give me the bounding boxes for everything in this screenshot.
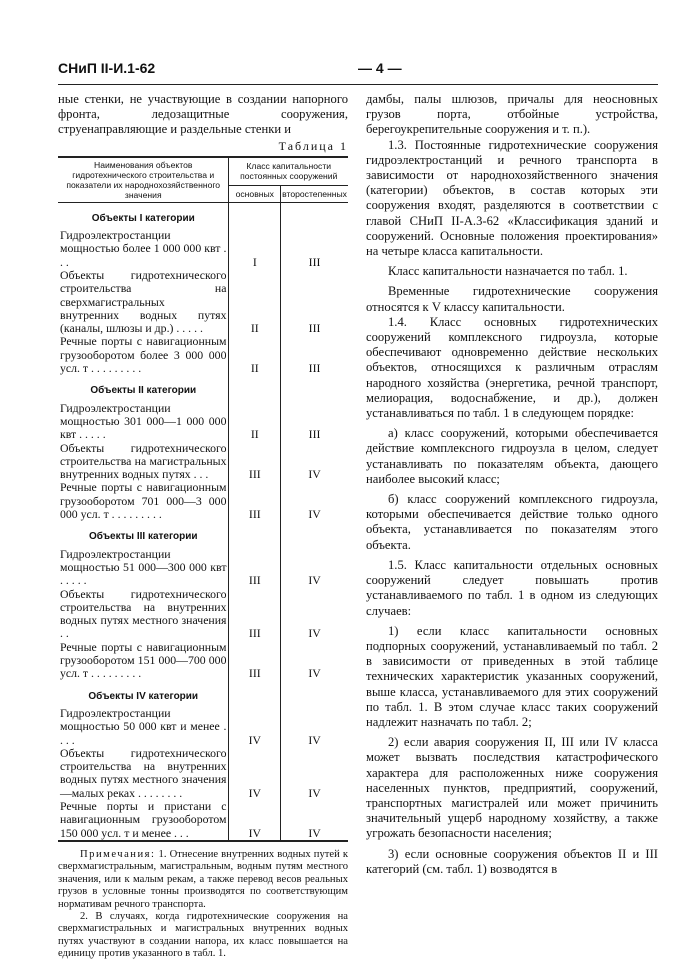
page-header — [58, 60, 658, 82]
row-name: Речные порты с навигационным грузооборотом 151 000—700 000 усл. т . . . . . . . . . — [58, 641, 229, 681]
category-row — [58, 375, 348, 401]
row-class-main: II — [229, 402, 281, 442]
row-class-secondary: III — [308, 254, 321, 269]
table-header-name: Наименования объектов гидротехнического строительства и показатели их народнохозяйственного значения — [58, 157, 229, 203]
category-row — [58, 202, 348, 229]
page-number: — 4 — — [358, 60, 402, 76]
table-row — [58, 747, 348, 800]
table-row — [58, 800, 348, 841]
row-class-main: III — [229, 548, 281, 588]
row-class-main: II — [229, 335, 281, 375]
left-column — [58, 92, 348, 961]
row-class-secondary: IV — [308, 626, 321, 641]
row-class-main: I — [229, 229, 281, 269]
table-header-class: Класс капитальности постоянных сооружений — [229, 157, 348, 186]
classification-table — [58, 156, 348, 842]
table-row — [58, 229, 348, 269]
paragraph: Класс капитальности назначается по табл. 1. — [388, 264, 628, 279]
notes-label: Примечания: — [80, 848, 156, 860]
list-item-b: б) класс сооружений комплексного гидроузла, которыми обеспечивается действие только одного объекта, устанавливается по показателям этого объекта. — [366, 492, 658, 552]
table-body — [58, 202, 348, 841]
table-caption: Таблица 1 — [278, 138, 348, 153]
category-title: Объекты I категории — [58, 202, 229, 229]
row-name: Речные порты и пристани с навигационным грузооборотом 150 000 усл. т и менее . . . — [58, 800, 229, 841]
table-row — [58, 707, 348, 747]
row-class-secondary: IV — [308, 507, 321, 522]
row-class-secondary: IV — [308, 825, 321, 840]
row-name: Объекты гидротехнического строительства на внутренних водных путях местного значения—малых реках . . . . . . . . — [58, 747, 229, 800]
row-class-secondary: III — [308, 321, 321, 336]
list-item-a: а) класс сооружений, которыми обеспечивается действие комплексного гидроузла в целом, следует устанавливать по показателям объекта, дающего наиболее высокий класс; — [366, 426, 658, 486]
category-title: Объекты II категории — [58, 375, 229, 401]
header-rule — [58, 84, 658, 85]
list-item-2: 2) если авария сооружения II, III или IV класса может вызвать последствия катастрофического характера для расположенных ниже сооружения населенных пунктов, предприятий, сооружений, транспортных магистралей или может причинить значительный ущерб народному хозяйству, а также угрожать безопасности населения; — [366, 735, 658, 841]
row-name: Гидроэлектростанции мощностью 301 000—1 000 000 квт . . . . . — [58, 402, 229, 442]
note-2: 2. В случаях, когда гидротехнические сооружения на сверхмагистральных и магистральных внутренних водных путях участвуют в создании напора, их класс повышается на единицу против указанного в табл. 1. — [58, 910, 348, 960]
row-name: Гидроэлектростанции мощностью более 1 000 000 квт . . . — [58, 229, 229, 269]
row-name: Объекты гидротехнического строительства на внутренних водных путях местного значения . . — [58, 588, 229, 641]
paragraph-1-5: 1.5. Класс капитальности отдельных основных сооружений следует повышать против устанавливаемого по табл. 1 в одном из следующих случаев: — [366, 557, 658, 618]
table-row — [58, 481, 348, 521]
row-class-main: III — [229, 481, 281, 521]
row-class-main: IV — [229, 800, 281, 841]
row-class-main: III — [229, 588, 281, 641]
table-row — [58, 402, 348, 442]
row-class-secondary: IV — [308, 467, 321, 482]
row-class-secondary: IV — [308, 666, 321, 681]
paragraph: Временные гидротехнические сооружения относятся к V классу капитальности. — [366, 284, 658, 314]
row-class-secondary: IV — [308, 573, 321, 588]
row-class-main: IV — [229, 707, 281, 747]
note-1: 1. Отнесение внутренних водных путей к сверхмагистральным, магистральным, водным путям местного значения, или к малым рекам, а также перевод весов реальных грузов в условные тонны производятся по соответствующим нормативам речного транспорта. — [58, 848, 348, 910]
paragraph: дамбы, палы шлюзов, причалы для неосновных грузов порта, отбойные устройства, берегоукрепительные сооружения и т. п.). — [366, 92, 658, 137]
table-header-secondary: второстепенных — [281, 185, 348, 202]
document-code: СНиП II-И.1-62 — [58, 60, 156, 76]
row-class-secondary: III — [308, 361, 321, 376]
right-column — [366, 92, 658, 877]
row-name: Объекты гидротехнического строительства на сверхмагистральных внутренних водных путях (каналы, шлюзы и др.) . . . . . — [58, 269, 229, 335]
table-row — [58, 588, 348, 641]
category-row — [58, 521, 348, 547]
list-item-3: 3) если основные сооружения объектов II и III категорий (см. табл. 1) возводятся в — [366, 846, 658, 876]
table-row — [58, 335, 348, 375]
row-class-secondary: IV — [308, 785, 321, 800]
row-class-secondary: IV — [308, 732, 321, 747]
table-row — [58, 269, 348, 335]
row-name: Гидроэлектростанции мощностью 50 000 квт и менее . . . . — [58, 707, 229, 747]
row-name: Речные порты с навигационным грузооборотом 701 000—3 000 000 усл. т . . . . . . . . . — [58, 481, 229, 521]
category-row — [58, 681, 348, 707]
paragraph-1-3: 1.3. Постоянные гидротехнические сооружения гидроэлектростанций и речного транспорта в зависимости от народнохозяйственного значения (категории) объектов, в состав которых эти сооружения входят, разделяются в соответствии с главой СНиП II-А.3-62 «Классификация зданий и сооружений. Основные положения проектирования» на четыре класса капитальности. — [366, 137, 658, 259]
row-name: Речные порты с навигационным грузооборотом более 3 000 000 усл. т . . . . . . . . . — [58, 335, 229, 375]
row-class-secondary: III — [308, 427, 321, 442]
category-title: Объекты IV категории — [58, 681, 229, 707]
category-title: Объекты III категории — [58, 521, 229, 547]
paragraph-1-4: 1.4. Класс основных гидротехнических сооружений комплексного гидроузла, которые обеспечивают одновременно действие нескольких объектов, относящихся к различным отраслям народного хозяйства (энергетика, речной транспорт, мелиорация, водоснабжение, и др.), должен устанавливаться по табл. 1 в следующем порядке: — [366, 314, 658, 421]
list-item-1: 1) если класс капитальности основных подпорных сооружений, устанавливаемый по табл. 2 в зависимости от приведенных в этой таблице технических характеристик указанных сооружений, выше класса, устанавливаемого для этих сооружений по табл. 1. В этом случае класс таких сооружений надлежит назначать по табл. 2; — [366, 623, 658, 729]
table-notes — [58, 849, 348, 961]
table-row — [58, 442, 348, 482]
row-class-main: IV — [229, 747, 281, 800]
row-name: Гидроэлектростанции мощностью 51 000—300 000 квт . . . . . — [58, 548, 229, 588]
row-class-main: III — [229, 442, 281, 482]
table-row — [58, 641, 348, 681]
table-header-main: основных — [229, 185, 281, 202]
row-class-main: II — [229, 269, 281, 335]
intro-paragraph: ные стенки, не участвующие в создании напорного фронта, ледозащитные сооружения, струенаправляющие и раздельные стенки и — [58, 92, 348, 137]
row-name: Объекты гидротехнического строительства на магистральных внутренних водных путях . . . — [58, 442, 229, 482]
row-class-main: III — [229, 641, 281, 681]
table-row — [58, 548, 348, 588]
